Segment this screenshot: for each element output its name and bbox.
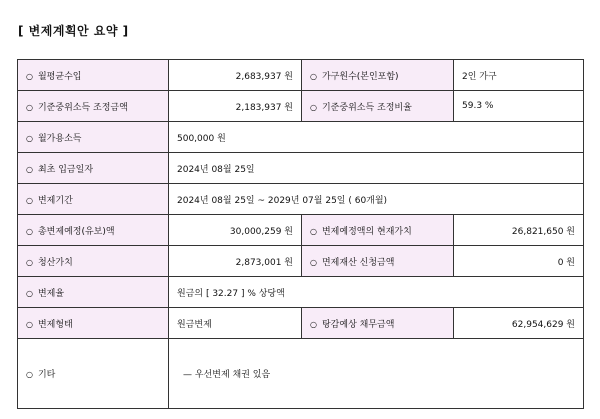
table-row bbox=[18, 277, 584, 308]
label-cell bbox=[18, 184, 169, 215]
label-cell bbox=[18, 246, 169, 277]
circle-marker-icon: ○ bbox=[26, 319, 33, 329]
label-cell bbox=[302, 246, 454, 277]
circle-marker-icon: ○ bbox=[310, 319, 317, 329]
label-cell bbox=[302, 91, 454, 122]
value-cell: 0 원 bbox=[454, 246, 584, 277]
label-cell bbox=[18, 91, 169, 122]
circle-marker-icon: ○ bbox=[26, 133, 33, 143]
table-row bbox=[18, 215, 584, 246]
value-cell: 2024년 08월 25일 ~ 2029년 07월 25일 ( 60개월) bbox=[169, 184, 584, 215]
label-cell bbox=[302, 215, 454, 246]
value-cell: 2인 가구 bbox=[454, 60, 584, 91]
row-label: 변제기간 bbox=[37, 195, 73, 206]
circle-marker-icon: ○ bbox=[26, 370, 33, 379]
circle-marker-icon: ○ bbox=[26, 288, 33, 298]
label-cell bbox=[18, 277, 169, 308]
table-row bbox=[18, 122, 584, 153]
row-label: 기타 bbox=[37, 370, 56, 380]
row-label: 총변제예정(유보)액 bbox=[37, 226, 115, 237]
summary-table bbox=[17, 59, 584, 409]
circle-marker-icon: ○ bbox=[310, 226, 317, 236]
row-label: 최초 입금일자 bbox=[37, 164, 94, 175]
table-row bbox=[18, 60, 584, 91]
row-label: 기준중위소득 조정금액 bbox=[37, 102, 128, 113]
value-cell: 2024년 08월 25일 bbox=[169, 153, 584, 184]
label-cell bbox=[18, 308, 169, 339]
circle-marker-icon: ○ bbox=[310, 257, 317, 267]
row-label: 기준중위소득 조정비율 bbox=[321, 102, 412, 113]
table-row bbox=[18, 339, 584, 409]
label-cell bbox=[18, 153, 169, 184]
circle-marker-icon: ○ bbox=[26, 195, 33, 205]
circle-marker-icon: ○ bbox=[26, 71, 33, 81]
value-cell: 2,183,937 원 bbox=[169, 91, 302, 122]
label-cell bbox=[302, 308, 454, 339]
label-cell bbox=[302, 60, 454, 91]
circle-marker-icon: ○ bbox=[26, 164, 33, 174]
circle-marker-icon: ○ bbox=[26, 226, 33, 236]
value-cell: 62,954,629 원 bbox=[454, 308, 584, 339]
table-row bbox=[18, 184, 584, 215]
circle-marker-icon: ○ bbox=[26, 257, 33, 267]
row-label: 월평균수입 bbox=[37, 71, 82, 82]
row-label: 가구원수(본인포함) bbox=[321, 71, 399, 82]
value-cell: 30,000,259 원 bbox=[169, 215, 302, 246]
row-label: 변제예정액의 현재가치 bbox=[321, 226, 412, 237]
row-label: 변제형태 bbox=[37, 319, 73, 330]
label-cell bbox=[18, 122, 169, 153]
page-title: [ 변제계획안 요약 ] bbox=[18, 24, 129, 38]
row-label: 청산가치 bbox=[37, 257, 73, 268]
row-label: 변제율 bbox=[37, 288, 65, 299]
circle-marker-icon: ○ bbox=[26, 102, 33, 112]
value-cell: 59.3 % bbox=[454, 91, 584, 122]
row-label: 면제재산 신청금액 bbox=[321, 257, 395, 268]
row-label: 월가용소득 bbox=[37, 133, 82, 144]
row-label: 탕감예상 채무금액 bbox=[321, 319, 395, 330]
table-row bbox=[18, 308, 584, 339]
value-cell: 원금의 [ 32.27 ] % 상당액 bbox=[169, 277, 584, 308]
label-cell bbox=[18, 215, 169, 246]
circle-marker-icon: ○ bbox=[310, 102, 317, 112]
value-cell: 26,821,650 원 bbox=[454, 215, 584, 246]
table-row bbox=[18, 91, 584, 122]
value-cell: 원금변제 bbox=[169, 308, 302, 339]
value-cell: 500,000 원 bbox=[169, 122, 584, 153]
value-cell: 2,873,001 원 bbox=[169, 246, 302, 277]
label-cell bbox=[18, 60, 169, 91]
table-row bbox=[18, 246, 584, 277]
circle-marker-icon: ○ bbox=[310, 71, 317, 81]
table-row bbox=[18, 153, 584, 184]
label-cell bbox=[18, 339, 169, 409]
value-cell: 2,683,937 원 bbox=[169, 60, 302, 91]
value-cell: — 우선변제 채권 있음 bbox=[169, 339, 584, 409]
